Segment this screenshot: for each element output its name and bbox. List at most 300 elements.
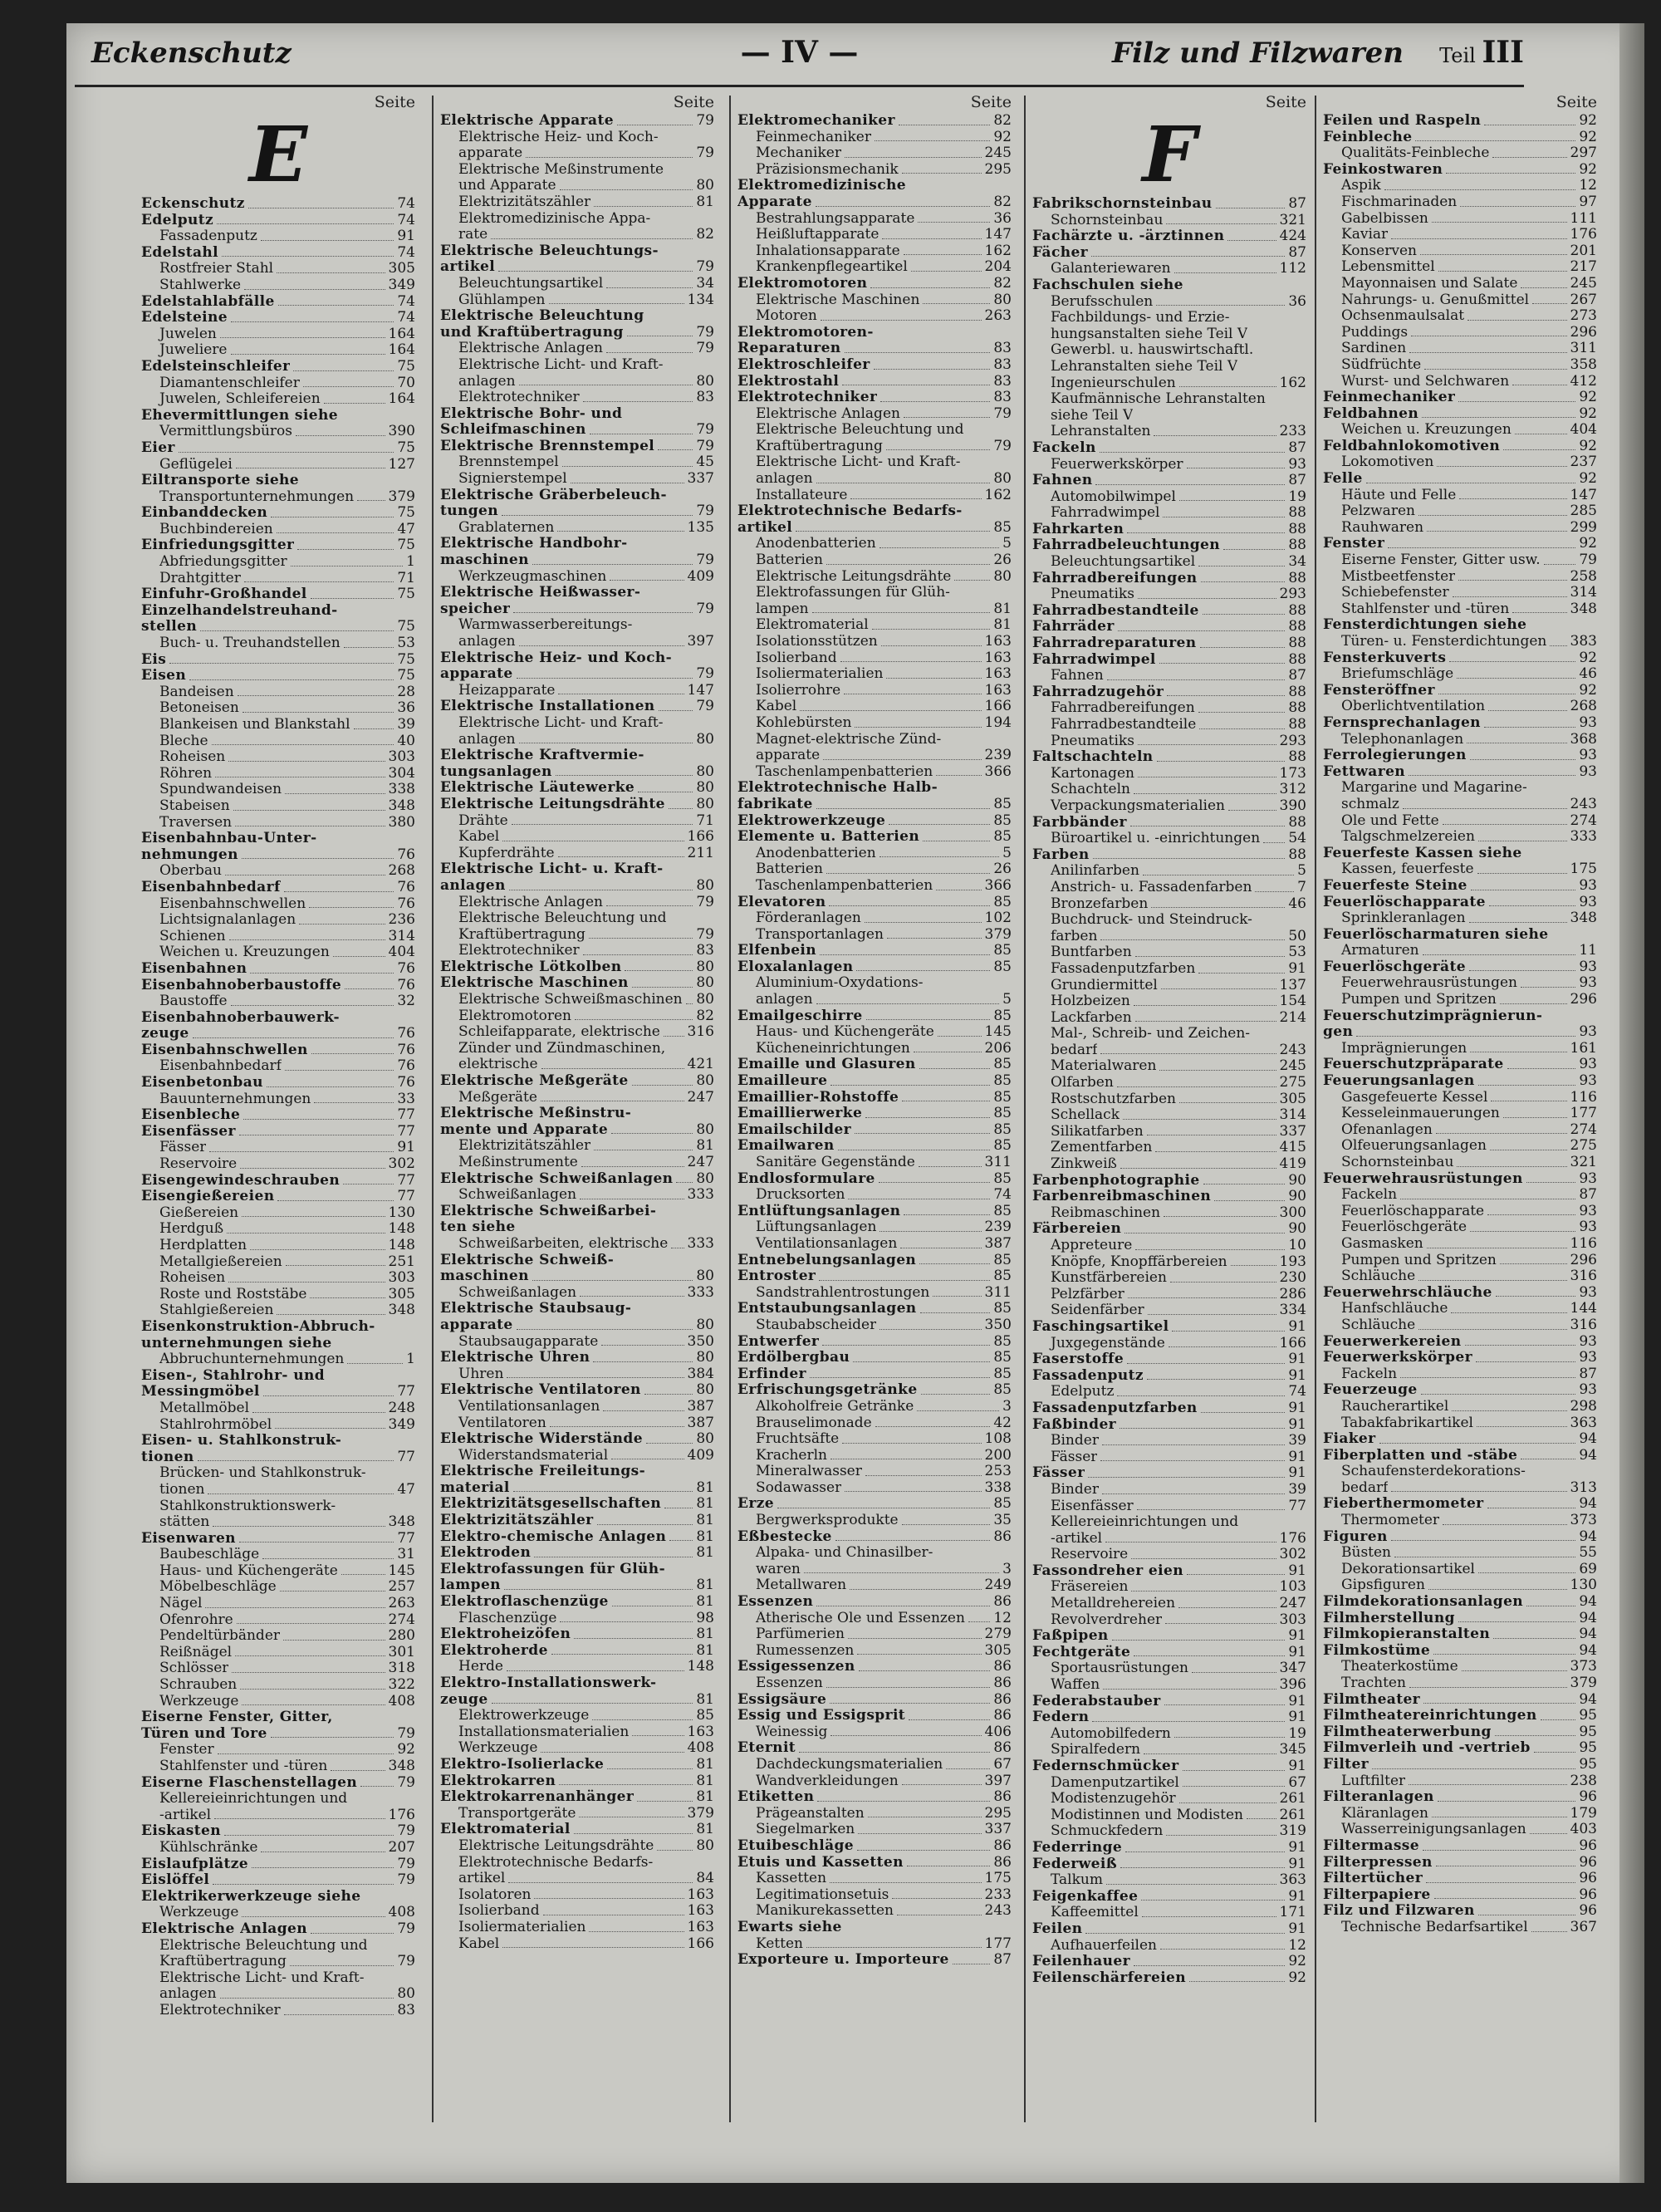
entry-page-number: 300: [1279, 1204, 1306, 1221]
index-subentry: [737, 292, 1012, 309]
index-entry: [1323, 1171, 1597, 1188]
entry-term: Entlüftungsanlagen: [737, 1203, 901, 1219]
entry-term: Elektrische Beleuchtung und: [458, 910, 667, 927]
index-subentry: [737, 308, 1012, 325]
entry-page-number: 147: [1570, 487, 1597, 503]
index-subentry: [1032, 391, 1306, 408]
dot-leader: [1458, 1611, 1575, 1623]
dot-leader: [198, 1449, 394, 1462]
dot-leader: [1143, 863, 1294, 875]
entry-page-number: 166: [687, 829, 714, 846]
index-subentry: [1323, 1155, 1597, 1171]
dot-leader: [354, 717, 394, 729]
entry-page-number: 88: [1288, 619, 1306, 635]
index-subentry: [141, 944, 415, 961]
index-entry: [1032, 1221, 1306, 1238]
dot-leader: [914, 1041, 982, 1053]
dot-leader: [1438, 683, 1576, 695]
entry-term: Essig und Essigsprit: [737, 1708, 906, 1724]
entry-term: Binder: [1051, 1481, 1099, 1498]
dot-leader: [1451, 1301, 1566, 1313]
entry-term: Pumpen und Spritzen: [1341, 1252, 1497, 1268]
entry-page-number: 214: [1279, 1009, 1306, 1026]
dot-leader: [1160, 1938, 1285, 1950]
dot-leader: [560, 178, 693, 190]
entry-term: Haus- und Küchengeräte: [756, 1024, 934, 1041]
index-subentry: [440, 1155, 714, 1171]
entry-page-number: 345: [1279, 1742, 1306, 1758]
entry-term: Feuerlöschapparate: [1341, 1203, 1485, 1219]
index-subentry: [141, 1058, 415, 1075]
entry-term: Elektrische Läutewerke: [440, 780, 635, 797]
dot-leader: [897, 1903, 982, 1915]
header-part-label: Teil: [1439, 44, 1476, 67]
index-entry: [1323, 1431, 1597, 1448]
dot-leader: [1496, 1285, 1576, 1297]
index-entry: [440, 422, 714, 439]
entry-page-number: 201: [1570, 243, 1597, 259]
entry-term: Isolierrohre: [756, 682, 841, 699]
entry-term: waren: [756, 1561, 801, 1577]
entry-term: Eiltransporte siehe: [141, 473, 300, 489]
entry-page-number: 79: [696, 422, 714, 439]
index-subentry: [440, 1659, 714, 1675]
index-subentry: [141, 375, 415, 392]
entry-term: Anodenbatterien: [756, 536, 876, 552]
entry-term: Filter: [1323, 1756, 1369, 1773]
entry-page-number: 245: [1279, 1058, 1306, 1075]
index-entry: [440, 1350, 714, 1366]
entry-term: Schweißanlagen: [458, 1284, 577, 1301]
entry-page-number: 130: [388, 1204, 415, 1221]
index-subentry: [1323, 520, 1597, 537]
entry-term: Stahlrohrmöbel: [159, 1416, 272, 1433]
index-entry: [1323, 1626, 1597, 1643]
entry-page-number: 358: [1570, 356, 1597, 373]
entry-page-number: 274: [1570, 1121, 1597, 1138]
index-entry: [737, 520, 1012, 537]
dot-leader: [686, 992, 693, 1004]
entry-term: Filmtheater: [1323, 1691, 1421, 1708]
entry-page-number: 337: [984, 1822, 1012, 1838]
dot-leader: [1128, 1287, 1276, 1299]
dot-leader: [1137, 1498, 1286, 1511]
index-subentry: [737, 552, 1012, 569]
entry-page-number: 92: [397, 1742, 415, 1758]
entry-page-number: 76: [397, 895, 415, 912]
dot-leader: [1263, 831, 1285, 843]
index-entry: [440, 1643, 714, 1660]
dot-leader: [597, 1513, 693, 1525]
index-subentry: [737, 715, 1012, 732]
dot-leader: [275, 1417, 385, 1430]
entry-term: Dachdeckungsmaterialien: [756, 1756, 943, 1773]
index-entry: [1323, 1057, 1597, 1073]
entry-page-number: 373: [1570, 1513, 1597, 1529]
entry-page-number: 305: [388, 261, 415, 277]
entry-term: Roste und Roststäbe: [159, 1286, 307, 1302]
index-subentry: [1032, 294, 1306, 311]
entry-page-number: 80: [696, 1121, 714, 1138]
index-entry: [141, 1433, 415, 1449]
dot-leader: [1189, 1970, 1285, 1983]
entry-term: lampen: [440, 1577, 501, 1594]
dot-leader: [1198, 700, 1286, 713]
index-subentry: [1032, 310, 1306, 326]
dot-leader: [347, 1351, 403, 1364]
dot-leader: [250, 1238, 385, 1250]
entry-page-number: 95: [1579, 1724, 1597, 1740]
index-entry: [1032, 652, 1306, 669]
index-subentry: [141, 1694, 415, 1710]
entry-page-number: 380: [388, 814, 415, 831]
index-entry: [141, 1189, 415, 1205]
index-entry: [1032, 571, 1306, 587]
index-entry: [1032, 473, 1306, 489]
entry-term: Oberlichtventilation: [1341, 699, 1486, 715]
index-entry: [141, 1336, 415, 1352]
index-entry: [440, 1106, 714, 1122]
dot-leader: [1465, 1334, 1576, 1346]
entry-term: Feinmechaniker: [756, 129, 871, 145]
entry-page-number: 412: [1570, 373, 1597, 390]
entry-term: Feilen: [1032, 1920, 1083, 1937]
entry-page-number: 26: [993, 861, 1012, 878]
dot-leader: [1203, 1173, 1286, 1185]
index-entry: [440, 1431, 714, 1448]
entry-page-number: 86: [993, 1691, 1012, 1708]
entry-term: Eisengewindeschrauben: [141, 1172, 341, 1189]
entry-term: Einbanddecken: [141, 505, 268, 522]
entry-page-number: 92: [1288, 1954, 1306, 1970]
entry-page-number: 90: [1288, 1221, 1306, 1238]
entry-page-number: 316: [687, 1024, 714, 1041]
index-entry: [1032, 847, 1306, 864]
entry-page-number: 95: [1579, 1756, 1597, 1773]
index-subentry: [1323, 975, 1597, 992]
dot-leader: [855, 1122, 990, 1135]
index-subentry: [141, 1596, 415, 1612]
index-subentry: [440, 1057, 714, 1073]
entry-page-number: 85: [993, 1382, 1012, 1399]
entry-term: Gipsfiguren: [1341, 1577, 1425, 1594]
dot-leader: [1106, 1872, 1276, 1885]
entry-page-number: 404: [388, 944, 415, 961]
seite-heading: Seite: [1556, 93, 1597, 111]
entry-term: Elektrostahl: [737, 373, 840, 390]
dot-leader: [865, 1464, 982, 1476]
index-entry: [1032, 1840, 1306, 1856]
dot-leader: [231, 310, 394, 322]
entry-page-number: 79: [696, 601, 714, 617]
index-entry: [440, 488, 714, 504]
index-subentry: [737, 666, 1012, 683]
entry-page-number: 91: [1288, 1318, 1306, 1335]
index-entry: [141, 408, 415, 424]
entry-term: Anodenbatterien: [756, 845, 876, 861]
entry-term: unternehmungen siehe: [141, 1335, 332, 1351]
index-column-3: [737, 93, 1012, 1969]
entry-term: Baubeschläge: [159, 1547, 260, 1563]
index-subentry: [141, 1742, 415, 1758]
dot-leader: [213, 1514, 385, 1527]
entry-page-number: 85: [993, 829, 1012, 846]
index-subentry: [141, 1970, 415, 1987]
entry-term: Fensteröffner: [1323, 682, 1435, 699]
entry-term: Fachschulen siehe: [1032, 277, 1183, 293]
entry-term: Elektrotechnische Bedarfs-: [737, 503, 963, 520]
dot-leader: [1478, 829, 1567, 841]
dot-leader: [1409, 1773, 1566, 1786]
entry-term: Ventilationsanlagen: [458, 1398, 600, 1415]
entry-term: Fackeln: [1341, 1187, 1398, 1204]
entry-term: Filterpressen: [1323, 1854, 1433, 1871]
dot-leader: [1526, 1171, 1576, 1184]
entry-page-number: 69: [1579, 1561, 1597, 1577]
index-subentry: [1032, 944, 1306, 961]
entry-term: Metalldrehereien: [1051, 1596, 1176, 1612]
index-entry: [1323, 764, 1597, 781]
entry-page-number: 245: [984, 145, 1012, 162]
index-subentry: [440, 1285, 714, 1302]
entry-page-number: 91: [1288, 1562, 1306, 1579]
entry-term: Kläranlagen: [1341, 1805, 1428, 1822]
dot-leader: [205, 1596, 385, 1608]
dot-leader: [519, 374, 693, 386]
entry-term: Bronzefarben: [1051, 895, 1149, 912]
entry-term: Batterien: [756, 552, 823, 569]
entry-page-number: 79: [397, 1954, 415, 1970]
dot-leader: [664, 1496, 693, 1508]
entry-term: Drucksorten: [756, 1187, 845, 1204]
dot-leader: [242, 847, 394, 860]
dot-leader: [244, 571, 394, 583]
entry-term: Weichen u. Kreuzungen: [159, 944, 330, 961]
entry-term: Ochsenmaulsalat: [1341, 308, 1465, 325]
dot-leader: [816, 194, 991, 207]
entry-page-number: 33: [397, 1091, 415, 1107]
index-subentry: [440, 1740, 714, 1757]
entry-term: Juwelen, Schleifereien: [159, 391, 321, 408]
entry-term: Feuerwehrausrüstungen: [1341, 975, 1517, 992]
index-subentry: [440, 1611, 714, 1627]
entry-term: Farbenreibmaschinen: [1032, 1189, 1212, 1205]
index-subentry: [141, 457, 415, 473]
entry-term: Parfümerien: [756, 1626, 845, 1643]
entry-term: Eloxalanlagen: [737, 959, 854, 975]
entry-term: Lichtsignalanlagen: [159, 912, 296, 929]
index-entry: [440, 1496, 714, 1513]
index-entry: [737, 895, 1012, 911]
entry-page-number: 82: [993, 113, 1012, 129]
index-entry: [440, 764, 714, 781]
entry-page-number: 88: [1288, 684, 1306, 700]
entry-page-number: 111: [1570, 210, 1597, 227]
entry-term: Staubabscheider: [756, 1317, 877, 1333]
dot-leader: [239, 1531, 394, 1543]
entry-page-number: 379: [388, 488, 415, 505]
dot-leader: [1379, 1431, 1576, 1444]
index-subentry: [141, 635, 415, 652]
dot-leader: [617, 113, 693, 125]
dot-leader: [557, 520, 684, 532]
entry-term: Nägel: [159, 1596, 203, 1612]
entry-term: Diamantenschleifer: [159, 375, 300, 391]
entry-term: Elektrische Licht- und Kraft-: [756, 454, 961, 471]
dot-leader: [1521, 975, 1575, 988]
index-subentry: [141, 489, 415, 506]
entry-term: Filteranlagen: [1323, 1789, 1434, 1806]
entry-page-number: 79: [696, 341, 714, 357]
index-subentry: [737, 130, 1012, 146]
entry-term: Warmwasserbereitungs-: [458, 617, 633, 634]
entry-term: tionen: [159, 1481, 205, 1498]
entry-term: -artikel: [159, 1807, 212, 1823]
entry-page-number: 296: [1570, 1252, 1597, 1268]
seite-heading: Seite: [374, 93, 415, 111]
index-subentry: [1323, 1106, 1597, 1122]
index-entry: [737, 1204, 1012, 1220]
dot-leader: [502, 829, 684, 841]
index-subentry: [1323, 1415, 1597, 1432]
entry-page-number: 91: [1288, 1628, 1306, 1645]
entry-page-number: 373: [1570, 1659, 1597, 1675]
dot-leader: [277, 261, 385, 273]
entry-page-number: 93: [1579, 1382, 1597, 1399]
dot-leader: [886, 439, 991, 451]
index-subentry: [737, 1577, 1012, 1594]
entry-term: Eisenbahnbedarf: [159, 1058, 282, 1075]
dot-leader: [842, 374, 990, 386]
entry-term: Bandeisen: [159, 684, 234, 700]
index-entry: [440, 1219, 714, 1236]
index-subentry: [1032, 1270, 1306, 1287]
entry-page-number: 108: [984, 1431, 1012, 1448]
index-subentry: [737, 243, 1012, 260]
dot-leader: [242, 1205, 385, 1218]
entry-page-number: 390: [1279, 797, 1306, 814]
dot-leader: [1192, 1660, 1276, 1673]
index-subentry: [1032, 1677, 1306, 1694]
entry-term: Elektrische Anlagen: [458, 894, 603, 910]
entry-page-number: 80: [993, 568, 1012, 585]
dot-leader: [845, 341, 991, 353]
index-subentry: [1323, 634, 1597, 650]
entry-term: Hanfschläuche: [1341, 1301, 1448, 1317]
entry-page-number: 321: [1570, 1155, 1597, 1170]
dot-leader: [1446, 162, 1575, 174]
entry-term: Federweiß: [1032, 1856, 1118, 1872]
index-entry: [440, 1529, 714, 1546]
dot-leader: [233, 798, 385, 811]
entry-term: Elektrizitätszähler: [458, 194, 591, 210]
dot-leader: [1512, 374, 1566, 386]
entry-page-number: 162: [984, 487, 1012, 503]
dot-leader: [532, 552, 693, 565]
entry-page-number: 39: [397, 717, 415, 733]
entry-term: tungen: [440, 503, 499, 520]
entry-page-number: 93: [1579, 763, 1597, 780]
index-subentry: [737, 162, 1012, 179]
entry-page-number: 379: [687, 1805, 714, 1822]
entry-term: Schläuche: [1341, 1317, 1416, 1333]
entry-term: Elektroschleifer: [737, 356, 870, 373]
dot-leader: [1085, 1921, 1285, 1934]
entry-term: Binder: [1051, 1433, 1099, 1449]
seite-heading: Seite: [673, 93, 714, 111]
entry-term: Elektrische Uhren: [440, 1350, 590, 1366]
entry-page-number: 94: [1579, 1691, 1597, 1708]
dot-leader: [579, 1806, 684, 1818]
index-entry: [1323, 1073, 1597, 1090]
dot-leader: [277, 522, 394, 534]
entry-page-number: 80: [696, 731, 714, 748]
index-subentry: [440, 715, 714, 732]
dot-leader: [263, 1384, 394, 1396]
entry-term: Schornsteinbau: [1051, 212, 1164, 228]
entry-term: gen: [1323, 1024, 1354, 1041]
entry-term: Schläuche: [1341, 1268, 1416, 1285]
index-subentry: [141, 1238, 415, 1254]
entry-term: Modistenzugehör: [1051, 1791, 1176, 1807]
header-part: [1439, 35, 1524, 70]
entry-term: Ölfarben: [1051, 1075, 1114, 1091]
index-entry: [737, 1008, 1012, 1025]
index-subentry: [1032, 1107, 1306, 1124]
dot-leader: [262, 1547, 394, 1559]
dot-leader: [1530, 1822, 1567, 1834]
entry-term: Kabel: [458, 1935, 500, 1952]
dot-leader: [341, 1563, 385, 1576]
dot-leader: [1216, 196, 1286, 208]
dot-leader: [224, 1823, 394, 1836]
entry-term: anlagen: [458, 731, 516, 748]
dot-leader: [261, 228, 394, 241]
dot-leader: [517, 1317, 693, 1330]
entry-term: Kaffeemittel: [1051, 1905, 1139, 1921]
entry-term: Kassen, feuerfeste: [1341, 861, 1474, 878]
index-subentry: [141, 1840, 415, 1856]
dot-leader: [1478, 1562, 1575, 1574]
entry-page-number: 53: [397, 635, 415, 652]
entry-term: Fruchtsäfte: [756, 1431, 840, 1448]
entry-page-number: 347: [1279, 1660, 1306, 1677]
dot-leader: [1418, 503, 1567, 516]
dot-leader: [882, 227, 981, 239]
entry-term: Konserven: [1341, 243, 1417, 259]
entry-page-number: 98: [696, 1610, 714, 1626]
entry-term: Edelstahlabfälle: [141, 293, 275, 310]
index-entry: [737, 1529, 1012, 1546]
dot-leader: [1409, 764, 1575, 777]
seite-heading: Seite: [970, 93, 1012, 111]
index-entry: [737, 276, 1012, 292]
dot-leader: [1178, 1596, 1276, 1608]
dot-leader: [1198, 554, 1285, 566]
entry-term: Beleuchtungsartikel: [1051, 554, 1196, 571]
entry-term: Betoneisen: [159, 700, 239, 717]
index-subentry: [737, 861, 1012, 878]
entry-page-number: 79: [696, 503, 714, 520]
entry-page-number: 91: [1288, 1449, 1306, 1465]
entry-page-number: 91: [1288, 1888, 1306, 1905]
index-subentry: [1032, 1579, 1306, 1596]
entry-term: Fahnen: [1051, 668, 1104, 684]
entry-term: Feuerschutzpräparate: [1323, 1057, 1504, 1073]
entry-term: Filtermasse: [1323, 1837, 1419, 1854]
dot-leader: [1179, 375, 1276, 388]
entry-term: Manikurekassetten: [756, 1903, 894, 1920]
